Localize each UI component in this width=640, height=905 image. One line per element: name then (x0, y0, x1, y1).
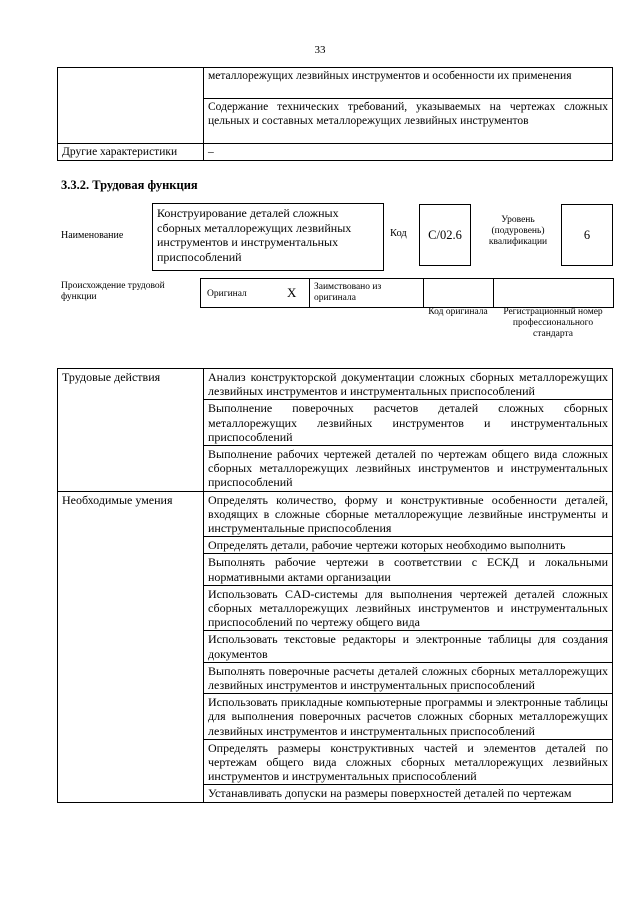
table-cell: Устанавливать допуски на размеры поверхностей деталей по чертежам (204, 785, 613, 802)
qualification-level: 6 (561, 204, 613, 266)
table-cell: Выполнять поверочные расчеты деталей сложных сборных металлорежущих лезвийных инструментов и инструментальных приспособлений (204, 662, 613, 693)
origin-label: Происхождение трудовой функции (61, 281, 165, 302)
reg-caption: Регистрационный номер профессионального стандарта (503, 307, 603, 339)
table-row (58, 68, 613, 99)
table-cell: Использовать прикладные компьютерные программы и электронные таблицы для выполнения поверочных расчетов сложных сборных металлорежущих лезвийных инструментов и инструментальных приспособлений (204, 694, 613, 740)
row-label (58, 68, 204, 144)
table-cell: Использовать CAD-системы для выполнения чертежей деталей сложных сборных металлорежущих лезвийных инструментов и инструментальных приспособлений по чертежу общего вида (204, 585, 613, 631)
code-caption: Код оригинала (428, 307, 488, 317)
origin-box (200, 278, 614, 308)
section-title: 3.3.2. Трудовая функция (61, 178, 198, 192)
table-cell: Выполнение поверочных расчетов деталей сложных сборных металлорежущих лезвийных инструментов и инструментальных приспособлений (204, 400, 613, 446)
table-cell: металлорежущих лезвийных инструментов и особенности их применения (204, 68, 613, 99)
category-label: Трудовые действия (58, 369, 204, 492)
table-cell: Определять количество, форму и конструктивные особенности деталей, входящих в сложные сборные металлорежущие лезвийные инструменты и инструментальные приспособления (204, 491, 613, 537)
table-cell: Определять детали, рабочие чертежи которых необходимо выполнить (204, 537, 613, 554)
category-label: Необходимые умения (58, 491, 204, 802)
function-code: С/02.6 (419, 204, 471, 266)
name-label: Наименование (61, 230, 124, 241)
table-row (58, 144, 613, 161)
level-label: Уровень (подуровень) квалификации (488, 215, 548, 247)
divider (493, 279, 494, 307)
table-row (58, 491, 613, 537)
table-cell: Анализ конструкторской документации сложных сборных металлорежущих лезвийных инструментов и инструментальных приспособлений (204, 369, 613, 400)
table-cell: Использовать текстовые редакторы и электронные таблицы для создания документов (204, 631, 613, 662)
original-label: Оригинал (207, 289, 247, 299)
borrowed-label: Заимствовано из оригинала (314, 282, 382, 303)
table-cell: – (204, 144, 613, 161)
table-cell: Выполнение рабочих чертежей деталей по чертежам общего вида сложных сборных металлорежущих лезвийных инструментов и инструментальных приспособлений (204, 446, 613, 492)
table-cell: Содержание технических требований, указываемых на чертежах сложных цельных и составных металлорежущих лезвийных инструментов (204, 99, 613, 144)
table-cell: Выполнять рабочие чертежи в соответствии с ЕСКД и локальными нормативными актами организации (204, 554, 613, 585)
original-mark: X (287, 285, 297, 300)
table-row (58, 369, 613, 400)
table-cell: Определять размеры конструктивных частей и элементов деталей по чертежам общего вида сложных сборных металлорежущих лезвийных инструментов и инструментальных приспособлений (204, 739, 613, 785)
divider (309, 279, 310, 307)
page-number: 33 (314, 44, 326, 56)
divider (423, 279, 424, 307)
continuation-table (57, 67, 613, 161)
code-label: Код (390, 228, 407, 239)
function-name: Конструирование деталей сложных сборных металлорежущих лезвийных инструментов и инструментальных приспособлений (152, 203, 384, 271)
row-label: Другие характеристики (58, 144, 204, 161)
main-table (57, 368, 613, 803)
